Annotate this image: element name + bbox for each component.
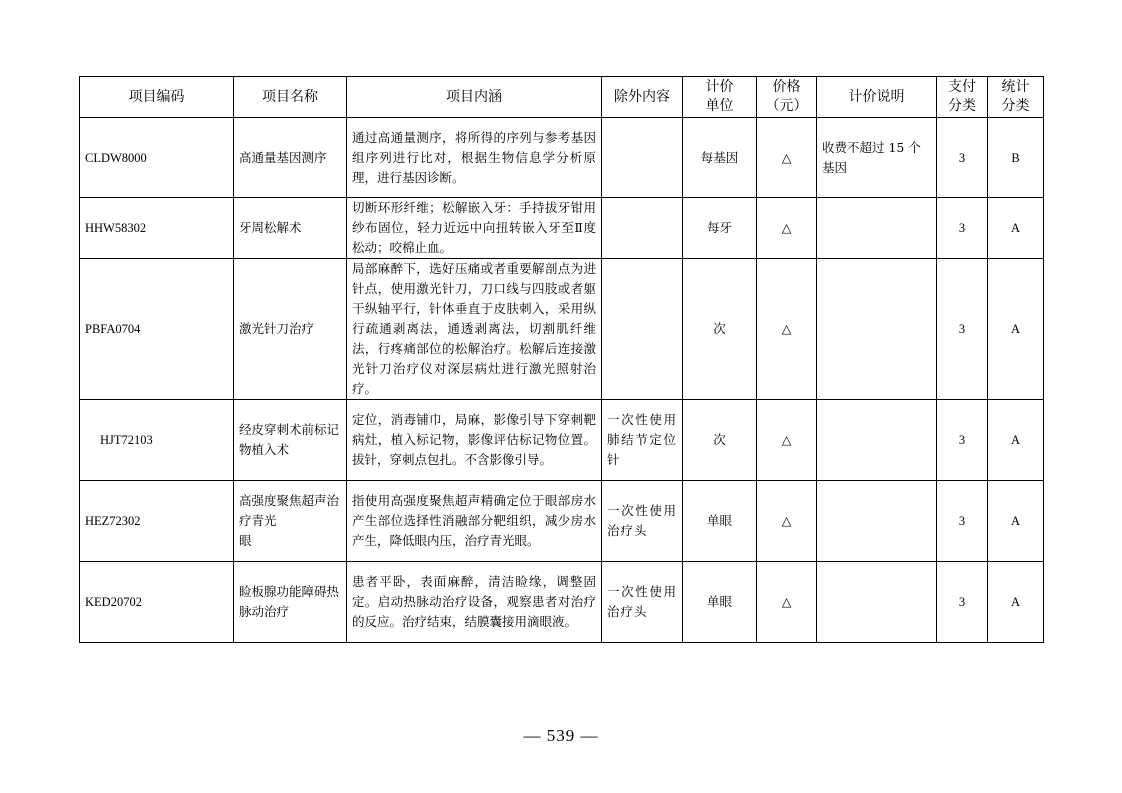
row-stat-class: A <box>988 198 1044 259</box>
table-row <box>80 562 1044 643</box>
row-unit: 次 <box>683 400 757 481</box>
row-payment-class: 3 <box>937 481 988 562</box>
header-stat-line2: 分类 <box>1001 98 1030 114</box>
header-payment-line2: 分类 <box>948 98 976 114</box>
header-code: 项目编码 <box>80 77 234 118</box>
header-price-line1: 价格 <box>772 79 801 95</box>
row-payment-class: 3 <box>937 259 988 400</box>
table-row <box>80 259 1044 400</box>
row-price: △ <box>757 198 817 259</box>
row-exclusions: 一次性使用治疗头 <box>602 562 683 643</box>
row-content: 通过高通量测序，将所得的序列与参考基因组序列进行比对，根据生物信息学分析原理，进行基因诊断。 <box>347 118 602 198</box>
row-stat-class: A <box>988 259 1044 400</box>
header-content: 项目内涵 <box>347 77 602 118</box>
row-name-line1: 高强度聚焦超声治疗青光 <box>239 493 340 528</box>
row-content: 局部麻醉下，选好压痛或者重要解剖点为进针点，使用激光针刀，刀口线与四肢或者躯干纵轴平行，针体垂直于皮肤刺入，采用纵行疏通剥离法，通透剥离法，切割肌纤维法，行疼痛部位的松解治疗。松解后连接激光针刀治疗仪对深层病灶进行激光照射治疗。 <box>347 259 602 400</box>
row-content: 指使用高强度聚焦超声精确定位于眼部房水产生部位选择性消融部分靶组织，减少房水产生，降低眼内压，治疗青光眼。 <box>347 481 602 562</box>
table-row <box>80 198 1044 259</box>
row-code: CLDW8000 <box>80 118 234 198</box>
row-unit: 每牙 <box>683 198 757 259</box>
row-unit: 次 <box>683 259 757 400</box>
row-code: HHW58302 <box>80 198 234 259</box>
table-row <box>80 118 1044 198</box>
row-name: 睑板腺功能障碍热脉动治疗 <box>234 562 347 643</box>
row-unit: 单眼 <box>683 562 757 643</box>
table-row <box>80 400 1044 481</box>
row-exclusions <box>602 259 683 400</box>
header-payment-line1: 支付 <box>948 79 976 95</box>
page-number: — 539 — <box>523 726 599 745</box>
row-name-line2: 眼 <box>239 533 252 548</box>
header-unit-line1: 计价 <box>705 79 734 95</box>
row-name: 高通量基因测序 <box>234 118 347 198</box>
row-stat-class: A <box>988 481 1044 562</box>
row-name: 激光针刀治疗 <box>234 259 347 400</box>
row-pricing-notes <box>817 562 937 643</box>
header-unit-line2: 单位 <box>705 98 734 114</box>
row-content: 患者平卧，表面麻醉，清洁睑缘，调整固定。启动热脉动治疗设备，观察患者对治疗的反应。治疗结束，结膜囊接用滴眼液。 <box>347 562 602 643</box>
row-exclusions: 一次性使用肺结节定位针 <box>602 400 683 481</box>
table-row <box>80 481 1044 562</box>
row-pricing-notes <box>817 259 937 400</box>
header-name: 项目名称 <box>234 77 347 118</box>
row-exclusions: 一次性使用治疗头 <box>602 481 683 562</box>
row-payment-class: 3 <box>937 198 988 259</box>
row-code: HJT72103 <box>80 400 234 481</box>
row-content: 切断环形纤维；松解嵌入牙：手持拔牙钳用纱布固位，轻力近远中向扭转嵌入牙至Ⅱ度松动；咬棉止血。 <box>347 198 602 259</box>
row-price: △ <box>757 481 817 562</box>
table-header-row <box>80 77 1044 118</box>
row-name: 经皮穿刺术前标记物植入术 <box>234 400 347 481</box>
row-pricing-notes <box>817 481 937 562</box>
row-pricing-notes <box>817 198 937 259</box>
row-payment-class: 3 <box>937 562 988 643</box>
row-code: KED20702 <box>80 562 234 643</box>
row-price: △ <box>757 562 817 643</box>
row-pricing-notes <box>817 400 937 481</box>
row-payment-class: 3 <box>937 400 988 481</box>
row-stat-class: A <box>988 400 1044 481</box>
row-name: 牙周松解术 <box>234 198 347 259</box>
row-exclusions <box>602 118 683 198</box>
row-price: △ <box>757 118 817 198</box>
header-price <box>757 77 817 118</box>
row-stat-class: B <box>988 118 1044 198</box>
row-code: HEZ72302 <box>80 481 234 562</box>
row-code: PBFA0704 <box>80 259 234 400</box>
medical-service-price-table <box>79 76 1044 643</box>
row-content: 定位，消毒铺巾，局麻，影像引导下穿刺靶病灶，植入标记物，影像评估标记物位置。拔针，穿刺点包扎。不含影像引导。 <box>347 400 602 481</box>
row-price: △ <box>757 259 817 400</box>
header-price-line2: （元） <box>765 98 808 114</box>
row-pricing-notes: 收费不超过 15 个基因 <box>817 118 937 198</box>
row-stat-class: A <box>988 562 1044 643</box>
row-payment-class: 3 <box>937 118 988 198</box>
header-exclusions: 除外内容 <box>602 77 683 118</box>
header-pricing-notes: 计价说明 <box>817 77 937 118</box>
row-price: △ <box>757 400 817 481</box>
row-unit: 每基因 <box>683 118 757 198</box>
row-exclusions <box>602 198 683 259</box>
header-stat-class <box>988 77 1044 118</box>
row-name <box>234 481 347 562</box>
header-payment-class <box>937 77 988 118</box>
header-unit <box>683 77 757 118</box>
row-unit: 单眼 <box>683 481 757 562</box>
header-stat-line1: 统计 <box>1001 79 1030 95</box>
